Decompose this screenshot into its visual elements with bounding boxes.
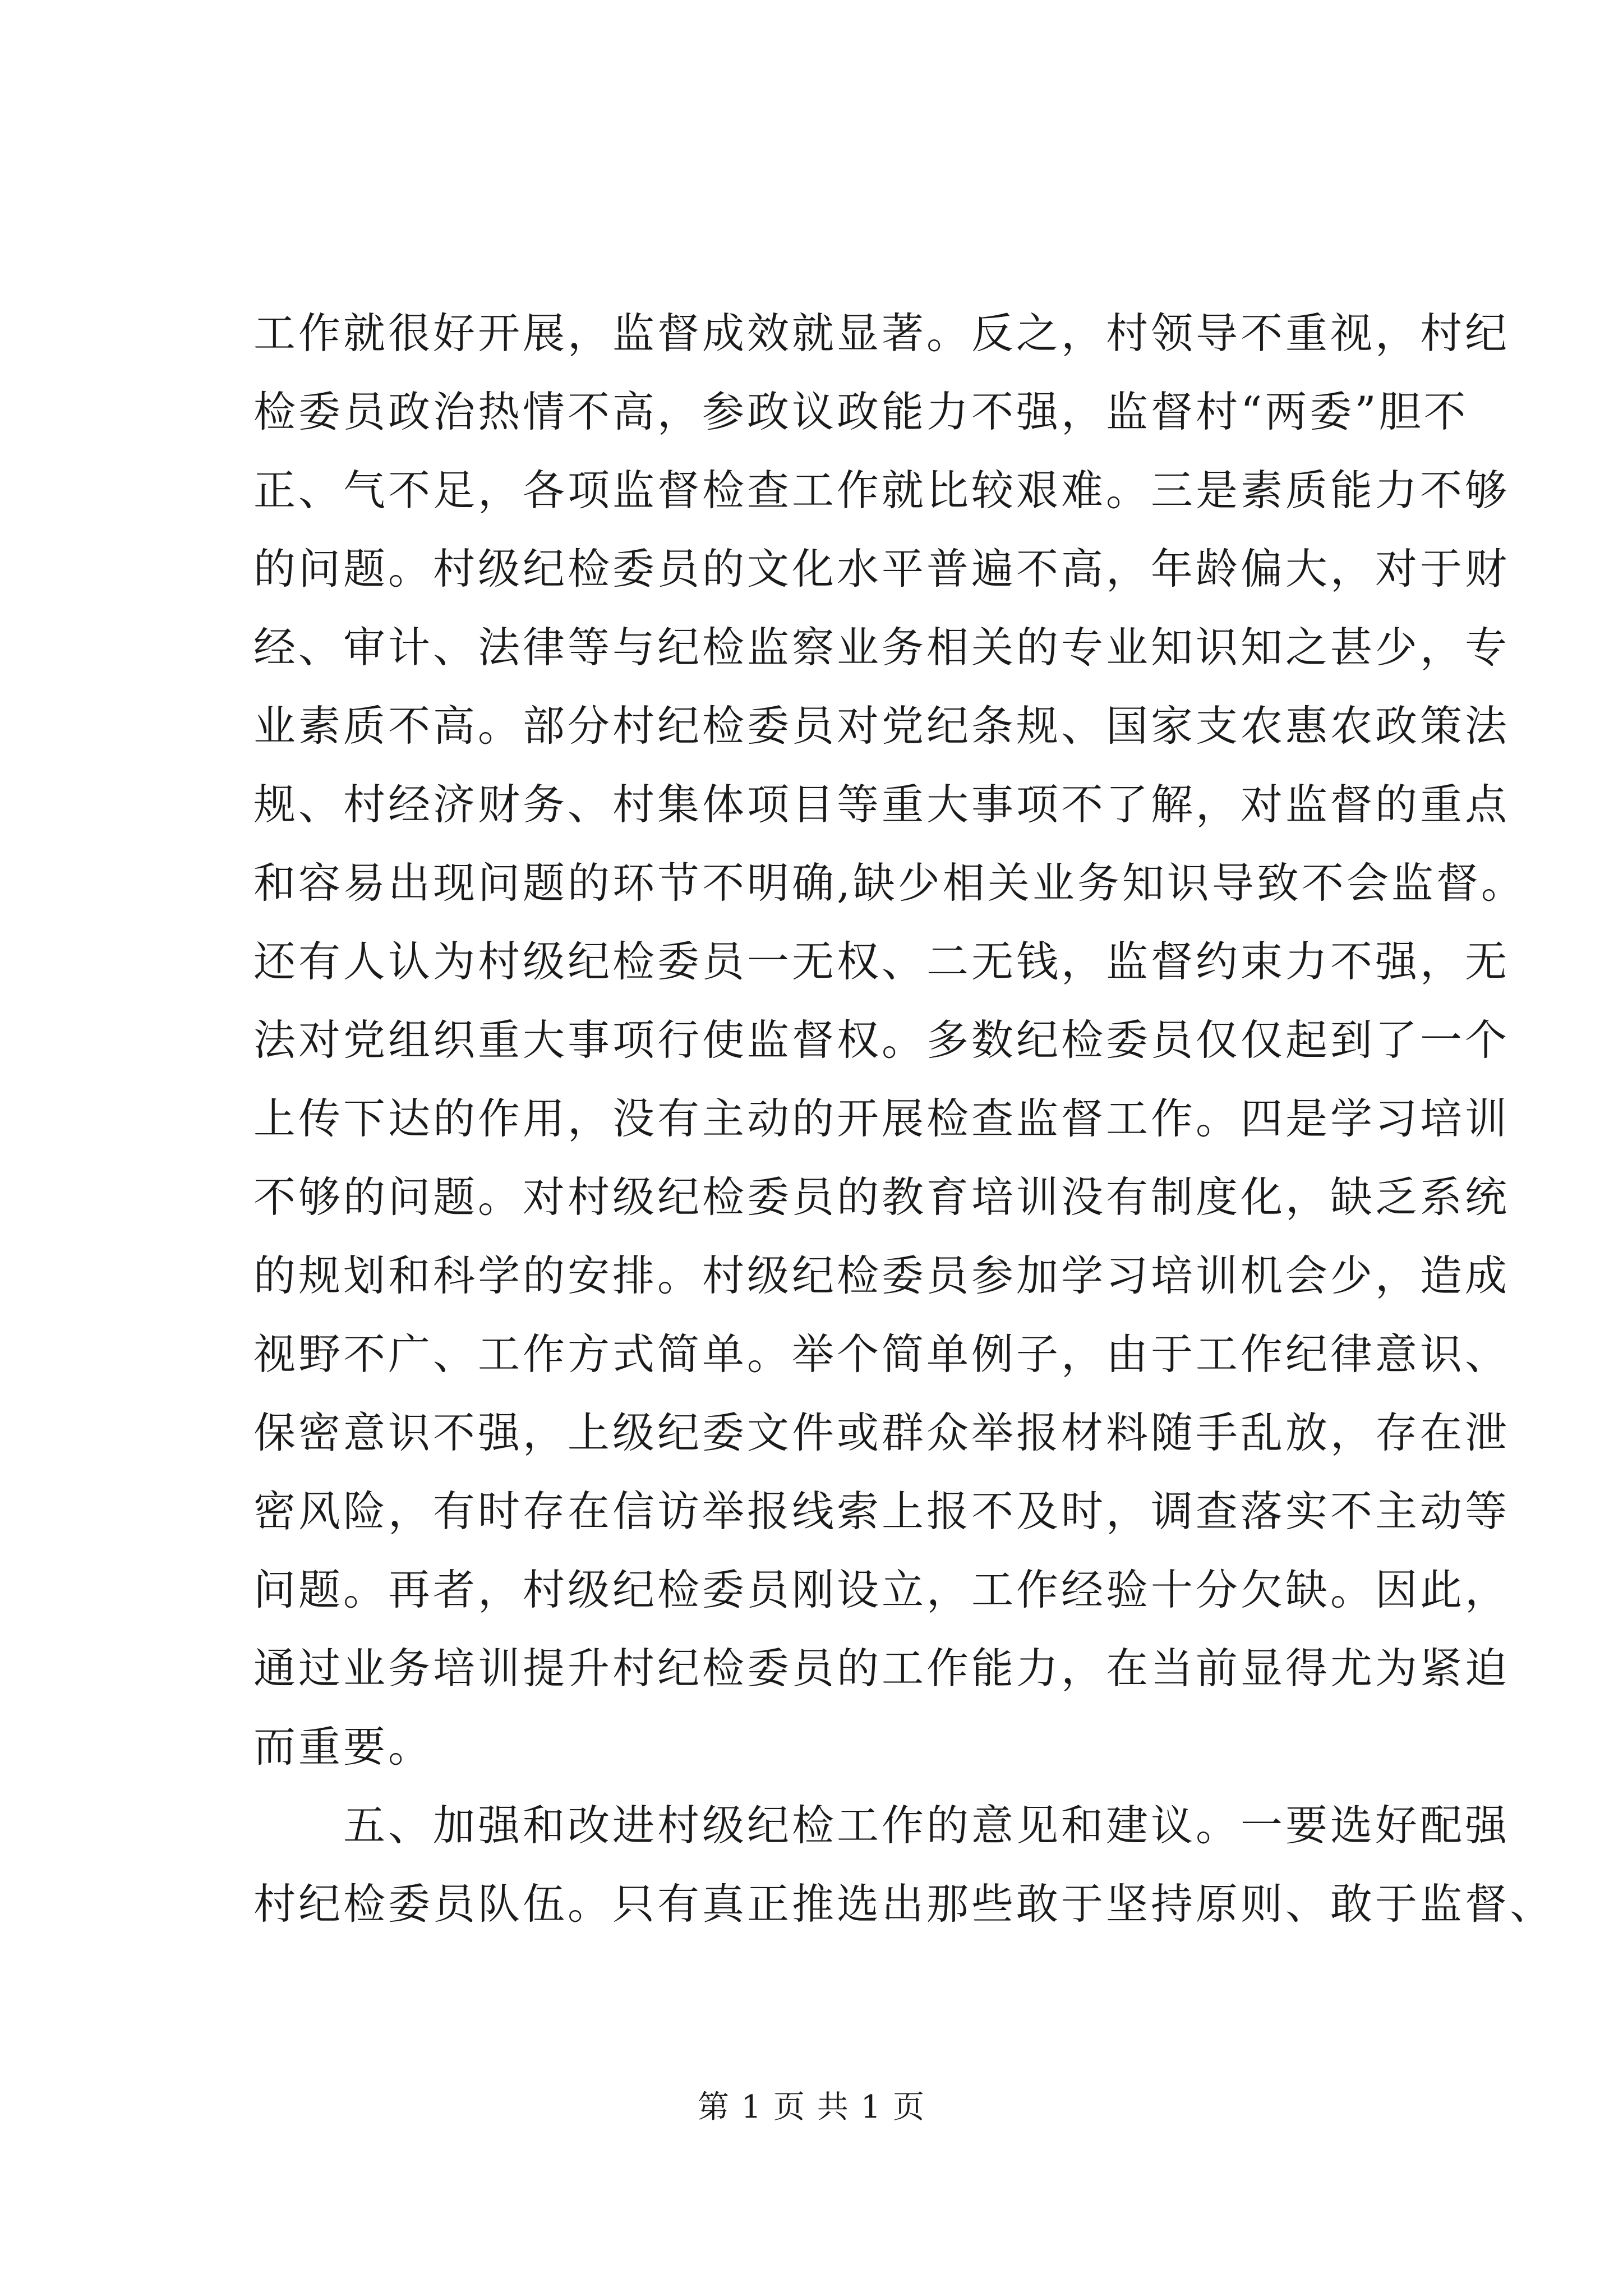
text-line: 规、村经济财务、村集体项目等重大事项不了解，对监督的重点 [253, 780, 1510, 829]
text-line: 不够的问题。对村级纪检委员的教育培训没有制度化，缺乏系统 [253, 1172, 1510, 1222]
text-line: 上传下达的作用，没有主动的开展检查监督工作。四是学习培训 [253, 1094, 1510, 1143]
text-line: 和容易出现问题的环节不明确,缺少相关业务知识导致不会监督。 [253, 858, 1526, 908]
body-text [253, 294, 1555, 1943]
text-line: 视野不广、工作方式简单。举个简单例子，由于工作纪律意识、 [253, 1329, 1510, 1379]
text-line: 正、气不足，各项监督检查工作就比较艰难。三是素质能力不够 [253, 466, 1510, 515]
text-line: 检委员政治热情不高，参政议政能力不强，监督村“两委”胆不 [253, 387, 1469, 436]
text-line: 业素质不高。部分村纪检委员对党纪条规、国家支农惠农政策法 [253, 701, 1510, 751]
text-line: 工作就很好开展，监督成效就显著。反之，村领导不重视，村纪 [253, 309, 1510, 358]
text-line: 问题。再者，村级纪检委员刚设立，工作经验十分欠缺。因此， [253, 1565, 1510, 1614]
text-line: 而重要。 [253, 1722, 434, 1772]
text-line: 密风险，有时存在信访举报线索上报不及时，调查落实不主动等 [253, 1487, 1510, 1536]
text-line: 保密意识不强，上级纪委文件或群众举报材料随手乱放，存在泄 [253, 1408, 1510, 1457]
text-line: 村纪检委员队伍。只有真正推选出那些敢于坚持原则、敢于监督、 [253, 1879, 1555, 1929]
text-line: 的问题。村级纪检委员的文化水平普遍不高，年龄偏大，对于财 [253, 544, 1510, 593]
text-line: 还有人认为村级纪检委员一无权、二无钱，监督约束力不强，无 [253, 937, 1510, 986]
text-line: 的规划和科学的安排。村级纪检委员参加学习培训机会少，造成 [253, 1251, 1510, 1300]
text-line: 经、审计、法律等与纪检监察业务相关的专业知识知之甚少，专 [253, 623, 1510, 672]
paragraph-heading-line: 五、加强和改进村级纪检工作的意见和建议。一要选好配强 [343, 1801, 1510, 1850]
page-footer: 第 1 页 共 1 页 [697, 2089, 926, 2125]
text-line: 法对党组织重大事项行使监督权。多数纪检委员仅仅起到了一个 [253, 1015, 1510, 1065]
text-line: 通过业务培训提升村纪检委员的工作能力，在当前显得尤为紧迫 [253, 1644, 1510, 1693]
